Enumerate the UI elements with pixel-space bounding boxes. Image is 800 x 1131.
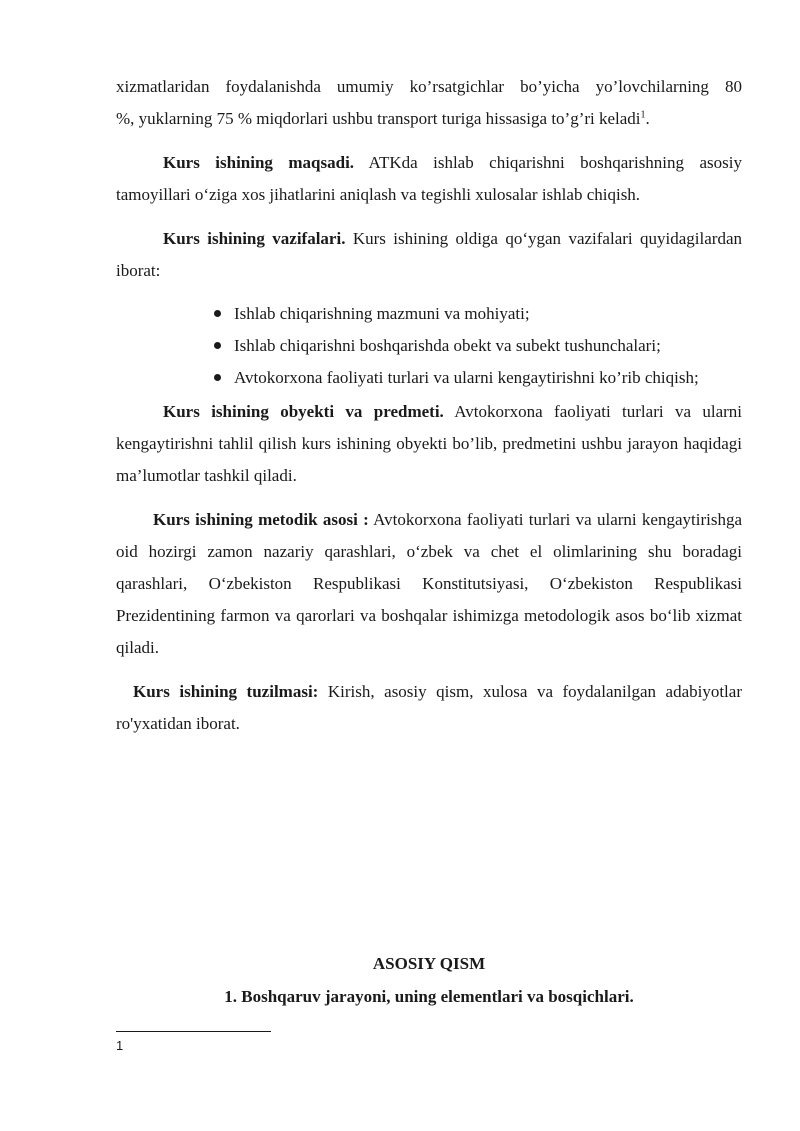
- bullet-icon: [214, 310, 221, 317]
- goal-paragraph: [116, 147, 742, 211]
- method-paragraph: [116, 504, 742, 664]
- intro-line-1-text: xizmatlaridan foydalanishda umumiy ko’rsatgichlar bo’yicha yo’lovchilarning 80: [116, 77, 742, 96]
- list-item: [214, 298, 699, 330]
- tasks-paragraph: [116, 223, 742, 287]
- list-item-text: Ishlab chiqarishning mazmuni va mohiyati;: [234, 304, 530, 323]
- footnote-number: 1: [116, 1038, 124, 1053]
- list-item: [214, 362, 699, 394]
- tasks-title: Kurs ishining vazifalari.: [163, 229, 346, 248]
- tasks-text: Kurs ishining oldiga qo‘ygan vazifalari quyidagilardan iborat:: [116, 229, 742, 280]
- intro-line-1: [116, 71, 742, 103]
- method-text: Avtokorxona faoliyati turlari va ularni kengaytirishga oid hozirgi zamon nazariy qarashlari, o‘zbek va chet el olimlarining shu boradagi qarashlari, O‘zbekiston Respublikasi Konstitutsiyasi, O‘zbekiston Respublikasi Prezidentining farmon va qarorlari va boshqalar ishimizga metodologik asos bo‘lib xizmat qiladi.: [116, 510, 742, 657]
- goal-title: Kurs ishining maqsadi.: [163, 153, 355, 172]
- structure-text: Kirish, asosiy qism, xulosa va foydalanilgan adabiyotlar ro'yxatidan iborat.: [116, 682, 742, 733]
- list-item-text: Ishlab chiqarishni boshqarishda obekt va subekt tushunchalari;: [234, 336, 661, 355]
- bullet-icon: [214, 374, 221, 381]
- tasks-list: [214, 298, 699, 394]
- object-paragraph: [116, 396, 742, 492]
- footnote-reference[interactable]: 1: [640, 109, 646, 121]
- method-title: Kurs ishining metodik asosi :: [153, 510, 369, 529]
- object-text: Avtokorxona faoliyati turlari va ularni kengaytirishni tahlil qilish kurs ishining obyekti bo’lib, predmetini ushbu jarayon haqidagi ma’lumotlar tashkil qiladi.: [116, 402, 742, 485]
- goal-text: ATKda ishlab chiqarishni boshqarishning asosiy tamoyillari o‘ziga xos jihatlarini aniqlash va tegishli xulosalar ishlab chiqish.: [116, 153, 742, 204]
- section-heading: ASOSIY QISM: [372, 954, 486, 973]
- section-subheading: 1. Boshqaruv jarayoni, uning elementlari va bosqichlari.: [224, 987, 634, 1006]
- object-title: Kurs ishining obyekti va predmeti.: [163, 402, 444, 421]
- structure-title: Kurs ishining tuzilmasi:: [133, 682, 319, 701]
- list-item: [214, 330, 699, 362]
- footnote-divider: [116, 1031, 271, 1032]
- intro-line-2-end: .: [645, 109, 650, 128]
- list-item-text: Avtokorxona faoliyati turlari va ularni kengaytirishni ko’rib chiqish;: [234, 368, 699, 387]
- intro-line-2-text: %, yuklarning 75 % miqdorlari ushbu transport turiga hissasiga to’g’ri keladi: [116, 109, 641, 128]
- intro-line-2: [116, 103, 742, 135]
- structure-paragraph: [116, 676, 742, 740]
- bullet-icon: [214, 342, 221, 349]
